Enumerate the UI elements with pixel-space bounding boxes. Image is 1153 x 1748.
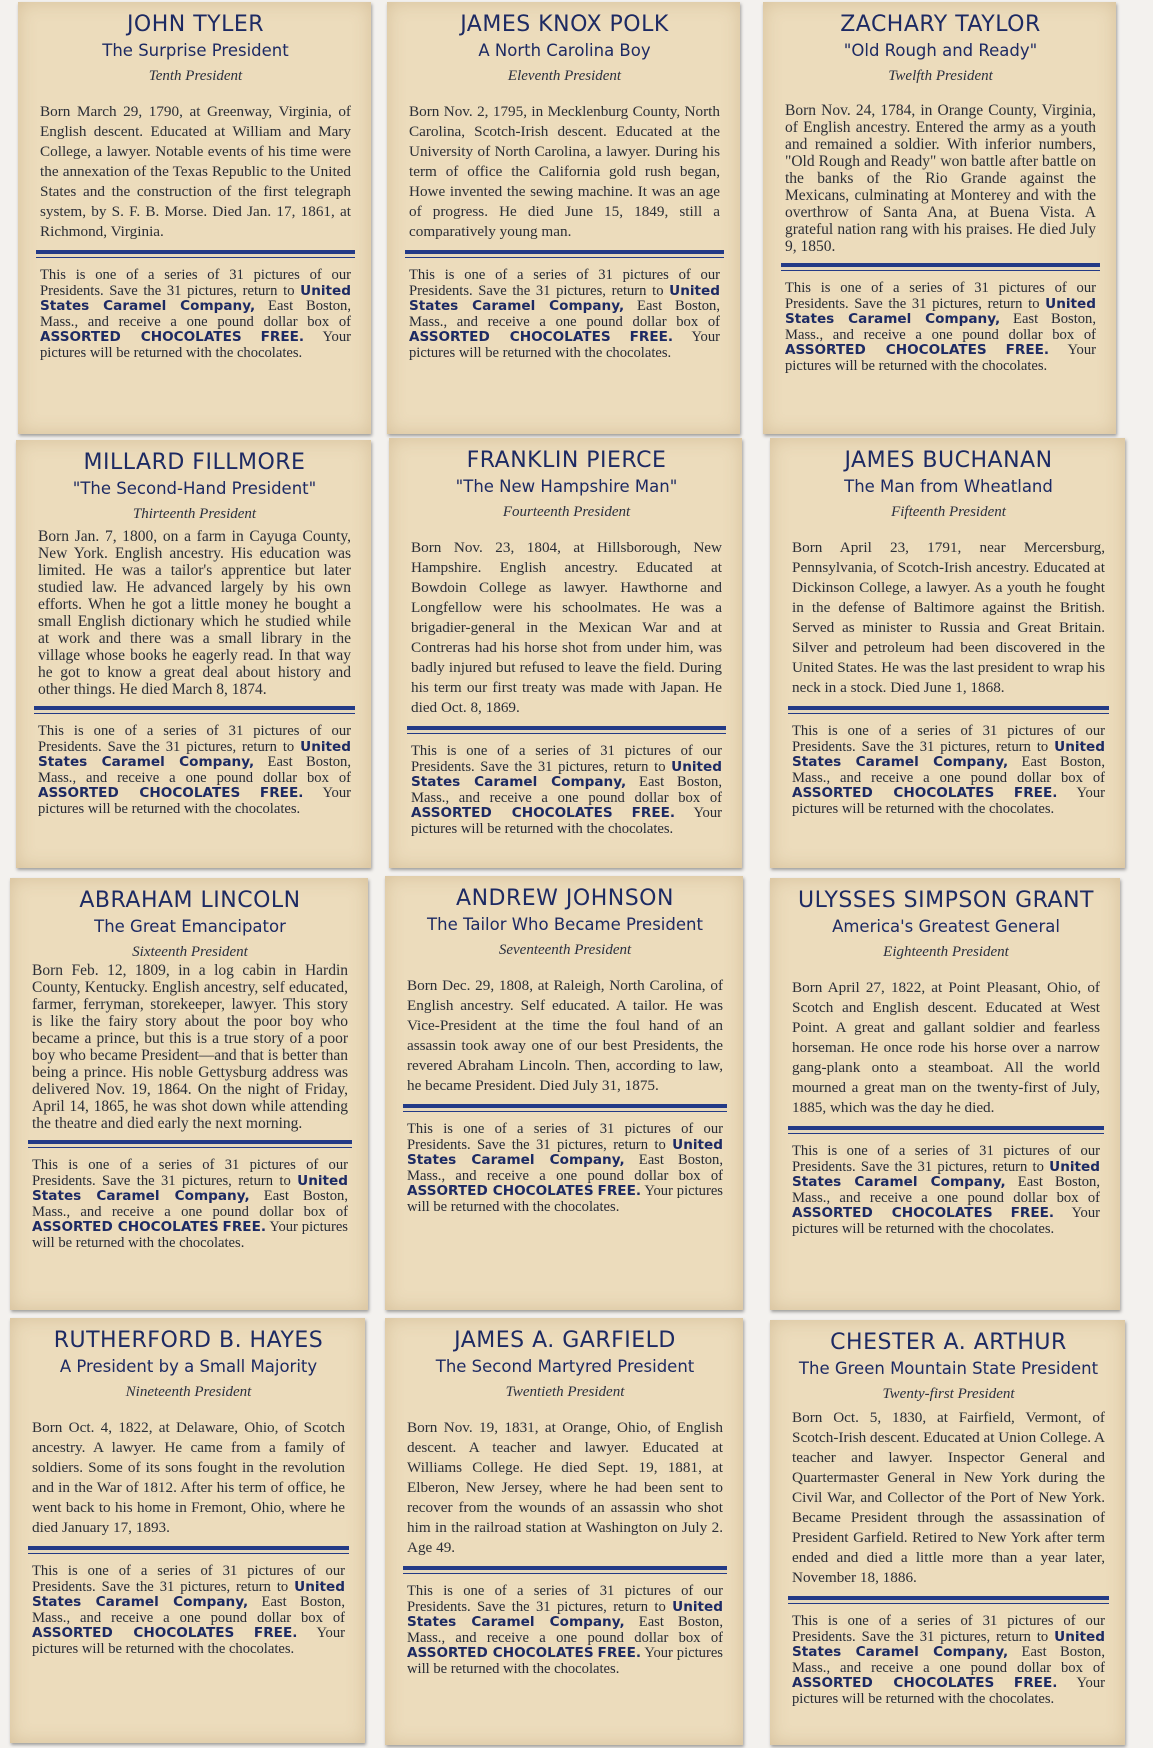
promo-text — [792, 724, 1105, 817]
president-ordinal: Nineteenth President — [125, 1384, 252, 1400]
company-name: United States Caramel Company, — [792, 1158, 1100, 1190]
promo-text — [407, 1122, 723, 1215]
president-nickname: A President by a Small Majority — [59, 1357, 318, 1376]
promo-text — [32, 1564, 345, 1657]
company-name: United States Caramel Company, — [407, 1136, 723, 1168]
president-nickname: A North Carolina Boy — [478, 41, 651, 60]
president-nickname: "The Second-Hand President" — [72, 479, 317, 498]
double-rule-divider — [28, 1140, 352, 1144]
president-nickname: The Man from Wheatland — [844, 477, 1053, 496]
promo-intro: This is one of a series of 31 pictures of our Presidents. Save the 31 pictures, return to — [32, 1157, 348, 1189]
president-name: JAMES KNOX POLK — [460, 12, 669, 37]
double-rule-divider — [788, 1596, 1109, 1600]
president-biography: Born April 27, 1822, at Point Pleasant, Ohio, of Scotch and English descent. Educated at West Point. A great and gallant soldier and fearless horseman. He once rode his horse over a narrow gang-plank onto a steamboat. All the world mourned a great man on the twenty-first of July, 1885, which was the day he died. — [792, 979, 1100, 1116]
double-rule-divider — [788, 706, 1109, 710]
free-label: FREE. — [629, 329, 674, 345]
double-rule-divider — [403, 1566, 727, 1570]
promo-intro: This is one of a series of 31 pictures of our Presidents. Save the 31 pictures, return to — [40, 267, 351, 299]
president-ordinal: Seventeenth President — [498, 942, 632, 958]
company-name: United States Caramel Company, — [407, 1598, 723, 1630]
assorted-chocolates: ASSORTED CHOCOLATES — [785, 342, 987, 358]
president-card — [10, 878, 368, 1310]
promo-mid: East Boston, Mass., and receive a one pound dollar box of — [792, 1174, 1100, 1206]
company-name: United States Caramel Company, — [792, 738, 1105, 770]
promo-end: Your pictures will be returned with the chocolates. — [411, 805, 722, 837]
promo-text — [32, 1158, 348, 1251]
president-name: JAMES A. GARFIELD — [454, 1328, 676, 1353]
promo-mid: East Boston, Mass., and receive a one pound dollar box of — [32, 1188, 348, 1220]
president-nickname: The Surprise President — [102, 41, 289, 60]
assorted-chocolates: ASSORTED CHOCOLATES — [40, 329, 242, 345]
promo-intro: This is one of a series of 31 pictures of our Presidents. Save the 31 pictures, return to — [411, 743, 722, 775]
president-ordinal: Eighteenth President — [883, 944, 1009, 960]
promo-text — [40, 268, 351, 361]
promo-mid: East Boston, Mass., and receive a one pound dollar box of — [411, 774, 722, 806]
company-name: United States Caramel Company, — [32, 1578, 345, 1610]
assorted-chocolates: ASSORTED CHOCOLATES — [32, 1625, 235, 1641]
double-rule-divider — [28, 1546, 349, 1550]
double-rule-divider — [34, 706, 355, 710]
president-ordinal: Thirteenth President — [132, 506, 257, 522]
president-name: FRANKLIN PIERCE — [466, 448, 667, 473]
president-card — [770, 878, 1120, 1310]
assorted-chocolates: ASSORTED CHOCOLATES — [792, 1675, 995, 1691]
president-ordinal: Tenth President — [148, 68, 243, 84]
promo-intro: This is one of a series of 31 pictures of our Presidents. Save the 31 pictures, return to — [407, 1121, 723, 1153]
promo-text — [407, 1584, 723, 1677]
president-name: JOHN TYLER — [126, 12, 265, 37]
assorted-chocolates: ASSORTED CHOCOLATES — [32, 1219, 219, 1235]
promo-intro: This is one of a series of 31 pictures of our Presidents. Save the 31 pictures, return to — [32, 1563, 345, 1595]
promo-end: Your pictures will be returned with the chocolates. — [407, 1645, 723, 1677]
president-name: JAMES BUCHANAN — [844, 448, 1053, 473]
free-label: FREE. — [597, 1645, 642, 1661]
president-nickname: The Tailor Who Became President — [427, 915, 703, 934]
president-nickname: The Green Mountain State President — [798, 1359, 1099, 1378]
promo-intro: This is one of a series of 31 pictures of our Presidents. Save the 31 pictures, return to — [792, 1613, 1105, 1645]
promo-text — [411, 744, 722, 837]
promo-mid: East Boston, Mass., and receive a one pound dollar box of — [792, 1644, 1105, 1676]
president-biography: Born Oct. 4, 1822, at Delaware, Ohio, of Scotch ancestry. A lawyer. He came from a family of soldiers. Some of its sons fought in the revolution and in the War of 1812. After his term of office, he went back to his home in Fremont, Ohio, where he died January 17, 1893. — [32, 1419, 345, 1536]
assorted-chocolates: ASSORTED CHOCOLATES — [411, 805, 613, 821]
president-biography: Born Nov. 23, 1804, at Hillsborough, New Hampshire. English ancestry. Educated at Bowdoin College as lawyer. Hawthorne and Longfellow were his schoolmates. He was a brigadier-general in the Mexican War and at Contreras had his horse shot from under him, was badly injured but refused to leave the field. During his term our first treaty was made with Japan. He died Oct. 8, 1869. — [411, 539, 722, 716]
president-card — [770, 438, 1125, 868]
free-label: FREE. — [631, 805, 676, 821]
president-card — [770, 1320, 1125, 1745]
promo-text — [38, 724, 351, 817]
president-ordinal: Fourteenth President — [502, 504, 631, 520]
company-name: United States Caramel Company, — [785, 295, 1096, 327]
free-label: FREE. — [597, 1183, 642, 1199]
president-biography: Born Nov. 24, 1784, in Orange County, Virginia, of English ancestry. Entered the army as a youth and remained a soldier. With inferior numbers, "Old Rough and Ready" won battle after battle on the banks of the Rio Grande against the Mexicans, culminating at Monterey and with the overthrow of Santa Ana, at Buena Vista. A grateful nation rang with his praises. He died July 9, 1850. — [785, 102, 1096, 255]
promo-mid: East Boston, Mass., and receive a one pound dollar box of — [785, 311, 1096, 343]
president-nickname: America's Greatest General — [832, 917, 1060, 936]
president-biography: Born Nov. 19, 1831, at Orange, Ohio, of English descent. A teacher and lawyer. Educated at Williams College. He died Sept. 19, 1881, at Elberon, New Jersey, where he had been sent to recover from the wounds of an assassin who shot him in the railroad station at Washington on July 2. Age 49. — [407, 1419, 723, 1556]
promo-mid: East Boston, Mass., and receive a one pound dollar box of — [409, 298, 720, 330]
double-rule-divider — [403, 1104, 727, 1108]
president-nickname: "The New Hampshire Man" — [455, 477, 678, 496]
promo-mid: East Boston, Mass., and receive a one pound dollar box of — [407, 1152, 723, 1184]
president-name: CHESTER A. ARTHUR — [830, 1330, 1067, 1355]
president-biography: Born March 29, 1790, at Greenway, Virginia, of English descent. Educated at William and Mary College, a lawyer. Notable events of his time were the annexation of the Texas Republic to the United States and the construction of the first telegraph system, by S. F. B. Morse. Died Jan. 17, 1861, at Richmond, Virginia. — [40, 103, 351, 240]
promo-end: Your pictures will be returned with the chocolates. — [785, 342, 1096, 374]
president-biography: Born Oct. 5, 1830, at Fairfield, Vermont, of Scotch-Irish descent. Educated at Union College. A teacher and lawyer. Inspector General and Quartermaster General in New York during the Civil War, and Collector of the Port of New York. Became President through the assassination of President Garfield. Retired to New York after term ended and died a little more than a year later, November 18, 1886. — [792, 1409, 1105, 1586]
president-name: RUTHERFORD B. HAYES — [53, 1328, 324, 1353]
president-name: ABRAHAM LINCOLN — [79, 888, 301, 913]
company-name: United States Caramel Company, — [409, 282, 720, 314]
promo-text — [792, 1144, 1100, 1237]
president-card — [10, 1318, 365, 1743]
president-ordinal: Twelfth President — [888, 68, 993, 84]
assorted-chocolates: ASSORTED CHOCOLATES — [792, 1205, 993, 1221]
free-label: FREE. — [1013, 1675, 1058, 1691]
free-label: FREE. — [222, 1219, 267, 1235]
president-card — [763, 2, 1116, 434]
free-label: FREE. — [1005, 342, 1050, 358]
president-biography: Born Nov. 2, 1795, in Mecklenburg County, North Carolina, Scotch-Irish descent. Educated at the University of North Carolina, a lawyer. During his term of office the California gold rush began, Howe invented the sewing machine. It was an age of progress. He died June 15, 1849, still a comparatively young man. — [409, 103, 720, 240]
free-label: FREE. — [253, 1625, 298, 1641]
double-rule-divider — [407, 726, 726, 730]
promo-mid: East Boston, Mass., and receive a one pound dollar box of — [32, 1594, 345, 1626]
president-card — [18, 2, 371, 434]
president-ordinal: Twentieth President — [505, 1384, 625, 1400]
assorted-chocolates: ASSORTED CHOCOLATES — [409, 329, 611, 345]
president-ordinal: Fifteenth President — [891, 504, 1006, 520]
company-name: United States Caramel Company, — [32, 1172, 348, 1204]
promo-intro: This is one of a series of 31 pictures of our Presidents. Save the 31 pictures, return to — [785, 280, 1096, 312]
promo-end: Your pictures will be returned with the chocolates. — [32, 1625, 345, 1657]
president-nickname: "Old Rough and Ready" — [843, 41, 1038, 60]
promo-end: Your pictures will be returned with the chocolates. — [792, 1205, 1100, 1237]
promo-intro: This is one of a series of 31 pictures of our Presidents. Save the 31 pictures, return to — [409, 267, 720, 299]
president-card — [385, 876, 743, 1310]
president-nickname: The Second Martyred President — [435, 1357, 695, 1376]
promo-intro: This is one of a series of 31 pictures of our Presidents. Save the 31 pictures, return to — [407, 1583, 723, 1615]
free-label: FREE. — [1010, 1205, 1055, 1221]
president-ordinal: Eleventh President — [507, 68, 622, 84]
promo-end: Your pictures will be returned with the chocolates. — [409, 329, 720, 361]
double-rule-divider — [36, 250, 355, 254]
free-label: FREE. — [259, 785, 304, 801]
promo-mid: East Boston, Mass., and receive a one pound dollar box of — [38, 754, 351, 786]
promo-end: Your pictures will be returned with the chocolates. — [792, 1675, 1105, 1707]
double-rule-divider — [781, 263, 1100, 267]
promo-intro: This is one of a series of 31 pictures of our Presidents. Save the 31 pictures, return to — [792, 723, 1105, 755]
president-biography: Born Feb. 12, 1809, in a log cabin in Hardin County, Kentucky. English ancestry, self educated, farmer, ferryman, storekeeper, lawyer. This story is like the fairy story about the poor boy who became a prince, but this is a true story of a poor boy who became President—and that is better than being a prince. His noble Gettysburg address was delivered Nov. 19, 1864. On the night of Friday, April 14, 1865, he was shot down while attending the theatre and died early the next morning. — [32, 962, 348, 1132]
promo-end: Your pictures will be returned with the chocolates. — [407, 1183, 723, 1215]
promo-text — [792, 1614, 1105, 1707]
promo-text — [409, 268, 720, 361]
company-name: United States Caramel Company, — [792, 1628, 1105, 1660]
double-rule-divider — [405, 250, 724, 254]
president-card — [387, 2, 740, 434]
president-name: MILLARD FILLMORE — [83, 450, 306, 475]
president-name: ULYSSES SIMPSON GRANT — [798, 888, 1094, 913]
promo-end: Your pictures will be returned with the chocolates. — [38, 785, 351, 817]
president-name: ZACHARY TAYLOR — [840, 12, 1041, 37]
president-biography: Born Jan. 7, 1800, on a farm in Cayuga County, New York. English ancestry. His education was limited. He was a tailor's apprentice but later studied law. He advanced largely by his own efforts. When he got a little money he bought a small English dictionary which he studied while at work and there was a small library in the village whose books he eagerly read. In that way he got to know a great deal about history and other things. He died March 8, 1874. — [38, 528, 351, 698]
president-ordinal: Twenty-first President — [882, 1386, 1015, 1402]
free-label: FREE. — [1013, 785, 1058, 801]
assorted-chocolates: ASSORTED CHOCOLATES — [407, 1645, 594, 1661]
promo-end: Your pictures will be returned with the chocolates. — [32, 1219, 348, 1251]
promo-intro: This is one of a series of 31 pictures of our Presidents. Save the 31 pictures, return to — [792, 1143, 1100, 1175]
assorted-chocolates: ASSORTED CHOCOLATES — [407, 1183, 594, 1199]
promo-mid: East Boston, Mass., and receive a one pound dollar box of — [40, 298, 351, 330]
president-biography: Born April 23, 1791, near Mercersburg, Pennsylvania, of Scotch-Irish ancestry. Educated at Dickinson College, a lawyer. As a youth he fought in the defense of Baltimore against the British. Served as minister to Russia and Great Britain. Silver and petroleum had been discovered in the United States. He was the last president to wrap his neck in a stock. Died June 1, 1868. — [792, 539, 1105, 696]
promo-mid: East Boston, Mass., and receive a one pound dollar box of — [792, 754, 1105, 786]
company-name: United States Caramel Company, — [40, 282, 351, 314]
promo-end: Your pictures will be returned with the chocolates. — [40, 329, 351, 361]
president-name: ANDREW JOHNSON — [456, 886, 674, 911]
president-biography: Born Dec. 29, 1808, at Raleigh, North Carolina, of English ancestry. Self educated. A tailor. He was Vice-President at the time the foul hand of an assassin took away one of our best Presidents, the revered Abraham Lincoln. Then, according to law, he became President. Died July 31, 1875. — [407, 977, 723, 1094]
assorted-chocolates: ASSORTED CHOCOLATES — [38, 785, 241, 801]
double-rule-divider — [788, 1126, 1104, 1130]
president-nickname: The Great Emancipator — [94, 917, 286, 936]
president-card — [16, 440, 371, 868]
free-label: FREE. — [260, 329, 305, 345]
promo-mid: East Boston, Mass., and receive a one pound dollar box of — [407, 1614, 723, 1646]
promo-end: Your pictures will be returned with the chocolates. — [792, 785, 1105, 817]
assorted-chocolates: ASSORTED CHOCOLATES — [792, 785, 995, 801]
president-ordinal: Sixteenth President — [132, 944, 248, 960]
promo-intro: This is one of a series of 31 pictures of our Presidents. Save the 31 pictures, return to — [38, 723, 351, 755]
president-card — [389, 438, 742, 868]
promo-text — [785, 281, 1096, 374]
company-name: United States Caramel Company, — [411, 758, 722, 790]
president-card — [385, 1318, 743, 1745]
company-name: United States Caramel Company, — [38, 738, 351, 770]
